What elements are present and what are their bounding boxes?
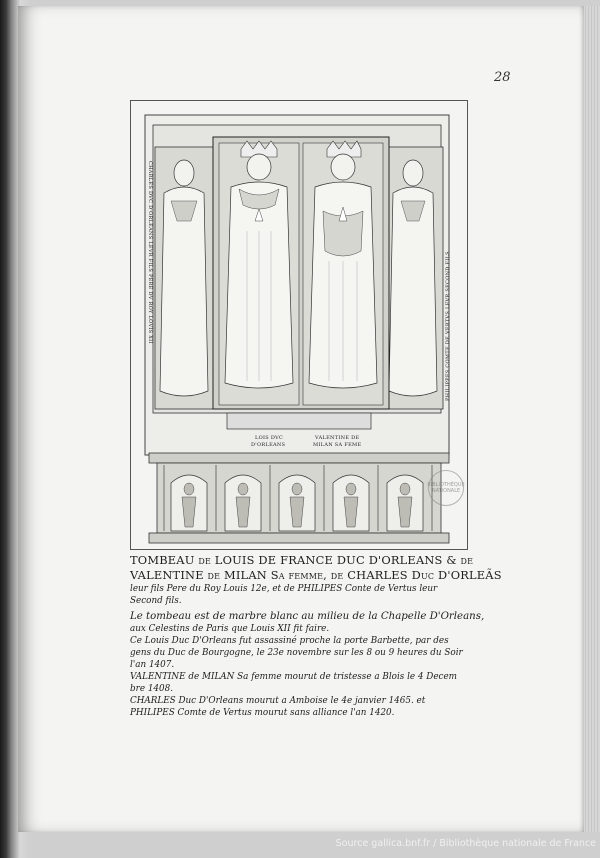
effigy-philippe xyxy=(387,147,443,409)
effigy-louis xyxy=(219,141,299,405)
effigy-charles xyxy=(155,147,213,409)
caption-line: l'an 1407. xyxy=(130,660,175,671)
label-valentine-1: VALENTINE DE xyxy=(315,435,360,441)
source-credit: Source gallica.bnf.fr / Bibliothèque nationale de France xyxy=(335,838,596,849)
caption-line: TOMBEAU de LOUIS DE FRANCE DUC D'ORLEANS & de xyxy=(130,553,474,567)
caption-line: Ce Louis Duc D'Orleans fut assassiné proche la porte Barbette, par des xyxy=(130,636,449,647)
caption-line: Le tombeau est de marbre blanc au milieu de la Chapelle D'Orleans, xyxy=(130,611,485,622)
effigy-valentine xyxy=(303,141,383,405)
caption-line: VALENTINE de MILAN Sa femme mourut de tristesse a Blois le 4 Decem xyxy=(130,672,458,683)
library-stamp: BIBLIOTHÈQUE NATIONALE xyxy=(428,470,464,506)
label-valentine-2: MILAN SA FEME xyxy=(313,442,362,448)
inscription-right: PHILIPPES COMTE DE VERTVS LEVR SECOND FILS xyxy=(445,251,451,401)
tomb-engraving xyxy=(130,100,468,550)
caption-line: leur fils Pere du Roy Louis 12e, et de PHILIPES Conte de Vertus leur xyxy=(130,584,438,594)
tomb-drawing xyxy=(131,101,467,549)
caption-line: bre 1408. xyxy=(130,684,174,695)
inscription-left: CHARLES DVC D'ORLEANS LEVR FILS PERE DV ROY LOVIS XII xyxy=(147,161,153,344)
page-number: 28 xyxy=(494,70,511,85)
tomb-chest xyxy=(149,453,449,543)
label-louis-1: LOIS DVC xyxy=(255,435,284,441)
caption-line: CHARLES Duc D'Orleans mourut a Amboise le 4e janvier 1465. et xyxy=(130,696,426,707)
page-stack-edge xyxy=(584,6,600,832)
caption-line: aux Celestins de Paris que Louis XII fit faire. xyxy=(130,624,330,635)
caption-line: PHILIPES Comte de Vertus mourut sans alliance l'an 1420. xyxy=(130,708,395,719)
caption-line: gens du Duc de Bourgogne, le 23e novembre sur les 8 ou 9 heures du Soir xyxy=(130,648,463,659)
caption-line: VALENTINE de MILAN Sa femme, de CHARLES Duc D'ORLEÃS xyxy=(130,568,502,582)
label-louis-2: D'ORLEANS xyxy=(251,442,286,448)
caption-text xyxy=(130,553,502,719)
caption-line: Second fils. xyxy=(130,596,182,606)
